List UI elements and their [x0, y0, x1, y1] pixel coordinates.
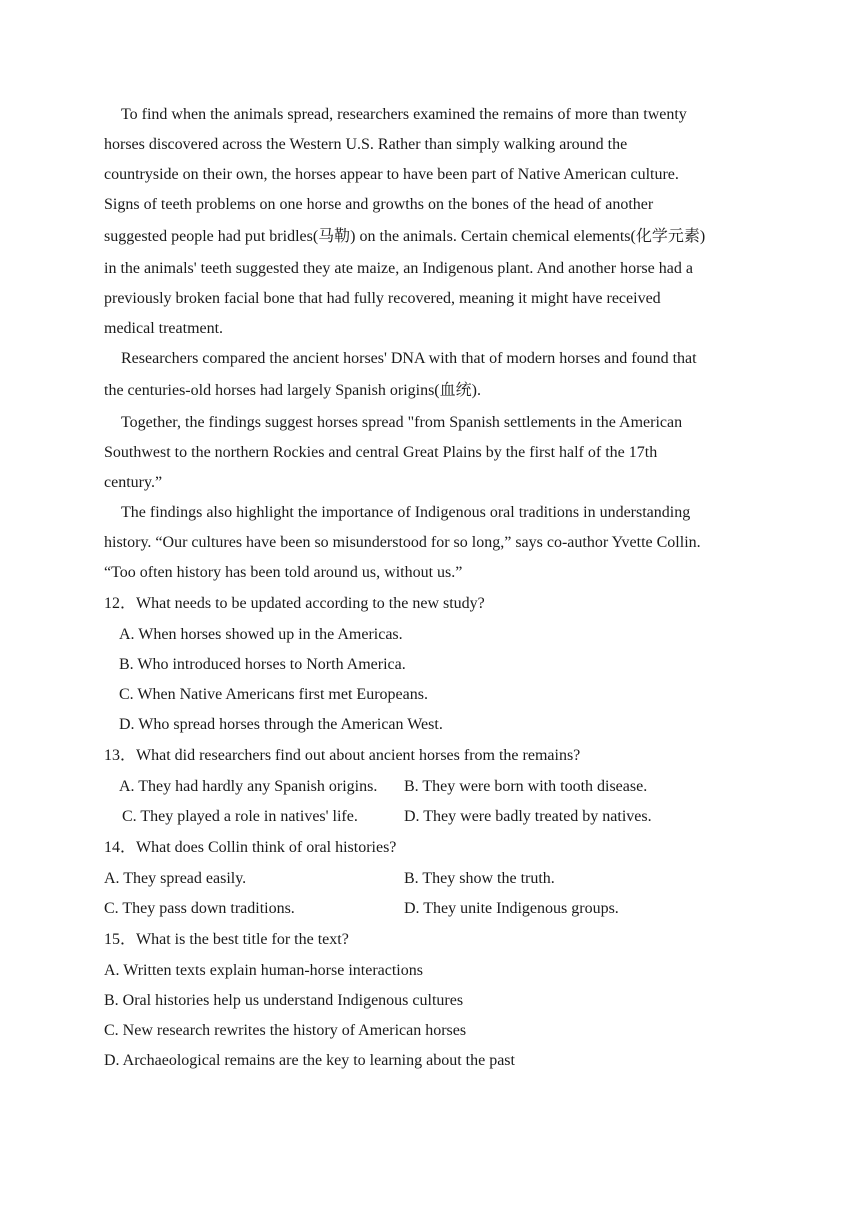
question-15-stem: 15．What is the best title for the text?: [104, 931, 349, 948]
question-14-stem: 14．What does Collin think of oral histories?: [104, 839, 397, 856]
text-line: the centuries-old horses had largely Spanish origins(血统).: [104, 382, 481, 399]
text-line: previously broken facial bone that had fully recovered, meaning it might have received: [104, 290, 661, 307]
question-13-options-row-2: [104, 802, 764, 832]
question-13-stem: 13．What did researchers find out about ancient horses from the remains?: [104, 747, 581, 764]
question-14-option-b: B. They show the truth.: [404, 870, 555, 887]
question-14-options-row-1: [104, 864, 764, 894]
question-13-option-b: B. They were born with tooth disease.: [404, 778, 648, 795]
passage-paragraph-4: [104, 498, 764, 588]
question-15-option-b: B. Oral histories help us understand Indigenous cultures: [104, 992, 464, 1009]
exam-page: [104, 100, 764, 1076]
text-line: in the animals' teeth suggested they ate maize, an Indigenous plant. And another horse had a: [104, 260, 693, 277]
text-line: The findings also highlight the importance of Indigenous oral traditions in understanding: [121, 504, 691, 521]
text-line: medical treatment.: [104, 320, 224, 337]
text-line: countryside on their own, the horses appear to have been part of Native American culture.: [104, 166, 679, 183]
question-13-options-row-1: [104, 772, 764, 802]
question-12-stem: 12．What needs to be updated according to the new study?: [104, 595, 485, 612]
question-13-option-a: A. They had hardly any Spanish origins.: [119, 778, 378, 795]
text-line: Together, the findings suggest horses spread "from Spanish settlements in the American: [121, 414, 683, 431]
question-14-option-c: C. They pass down traditions.: [104, 900, 295, 917]
question-13-option-d: D. They were badly treated by natives.: [404, 808, 652, 825]
question-12-option-d: D. Who spread horses through the American West.: [119, 716, 443, 733]
text-line: Signs of teeth problems on one horse and growths on the bones of the head of another: [104, 196, 654, 213]
text-line: To find when the animals spread, researchers examined the remains of more than twenty: [121, 106, 687, 123]
text-line: “Too often history has been told around us, without us.”: [104, 564, 463, 581]
text-line: suggested people had put bridles(马勒) on the animals. Certain chemical elements(化学元素): [104, 228, 706, 245]
question-12-option-a: A. When horses showed up in the Americas.: [119, 626, 403, 643]
question-12-option-b: B. Who introduced horses to North America.: [119, 656, 406, 673]
text-line: horses discovered across the Western U.S. Rather than simply walking around the: [104, 136, 628, 153]
text-line: history. “Our cultures have been so misunderstood for so long,” says co-author Yvette Collin.: [104, 534, 701, 551]
question-13-option-c: C. They played a role in natives' life.: [122, 808, 358, 825]
passage-paragraph-2: [104, 344, 764, 408]
question-15-option-c: C. New research rewrites the history of American horses: [104, 1022, 467, 1039]
text-line: Researchers compared the ancient horses' DNA with that of modern horses and found that: [121, 350, 697, 367]
passage-paragraph-3: [104, 408, 764, 498]
text-line: century.”: [104, 474, 163, 491]
question-14-option-d: D. They unite Indigenous groups.: [404, 900, 619, 917]
question-12-option-c: C. When Native Americans first met Europeans.: [119, 686, 428, 703]
text-line: Southwest to the northern Rockies and central Great Plains by the first half of the 17th: [104, 444, 658, 461]
question-14-options-row-2: [104, 894, 764, 924]
passage-paragraph-1: [104, 100, 764, 344]
question-15-option-d: D. Archaeological remains are the key to learning about the past: [104, 1052, 515, 1069]
question-14-option-a: A. They spread easily.: [104, 870, 247, 887]
question-15-option-a: A. Written texts explain human-horse interactions: [104, 962, 423, 979]
